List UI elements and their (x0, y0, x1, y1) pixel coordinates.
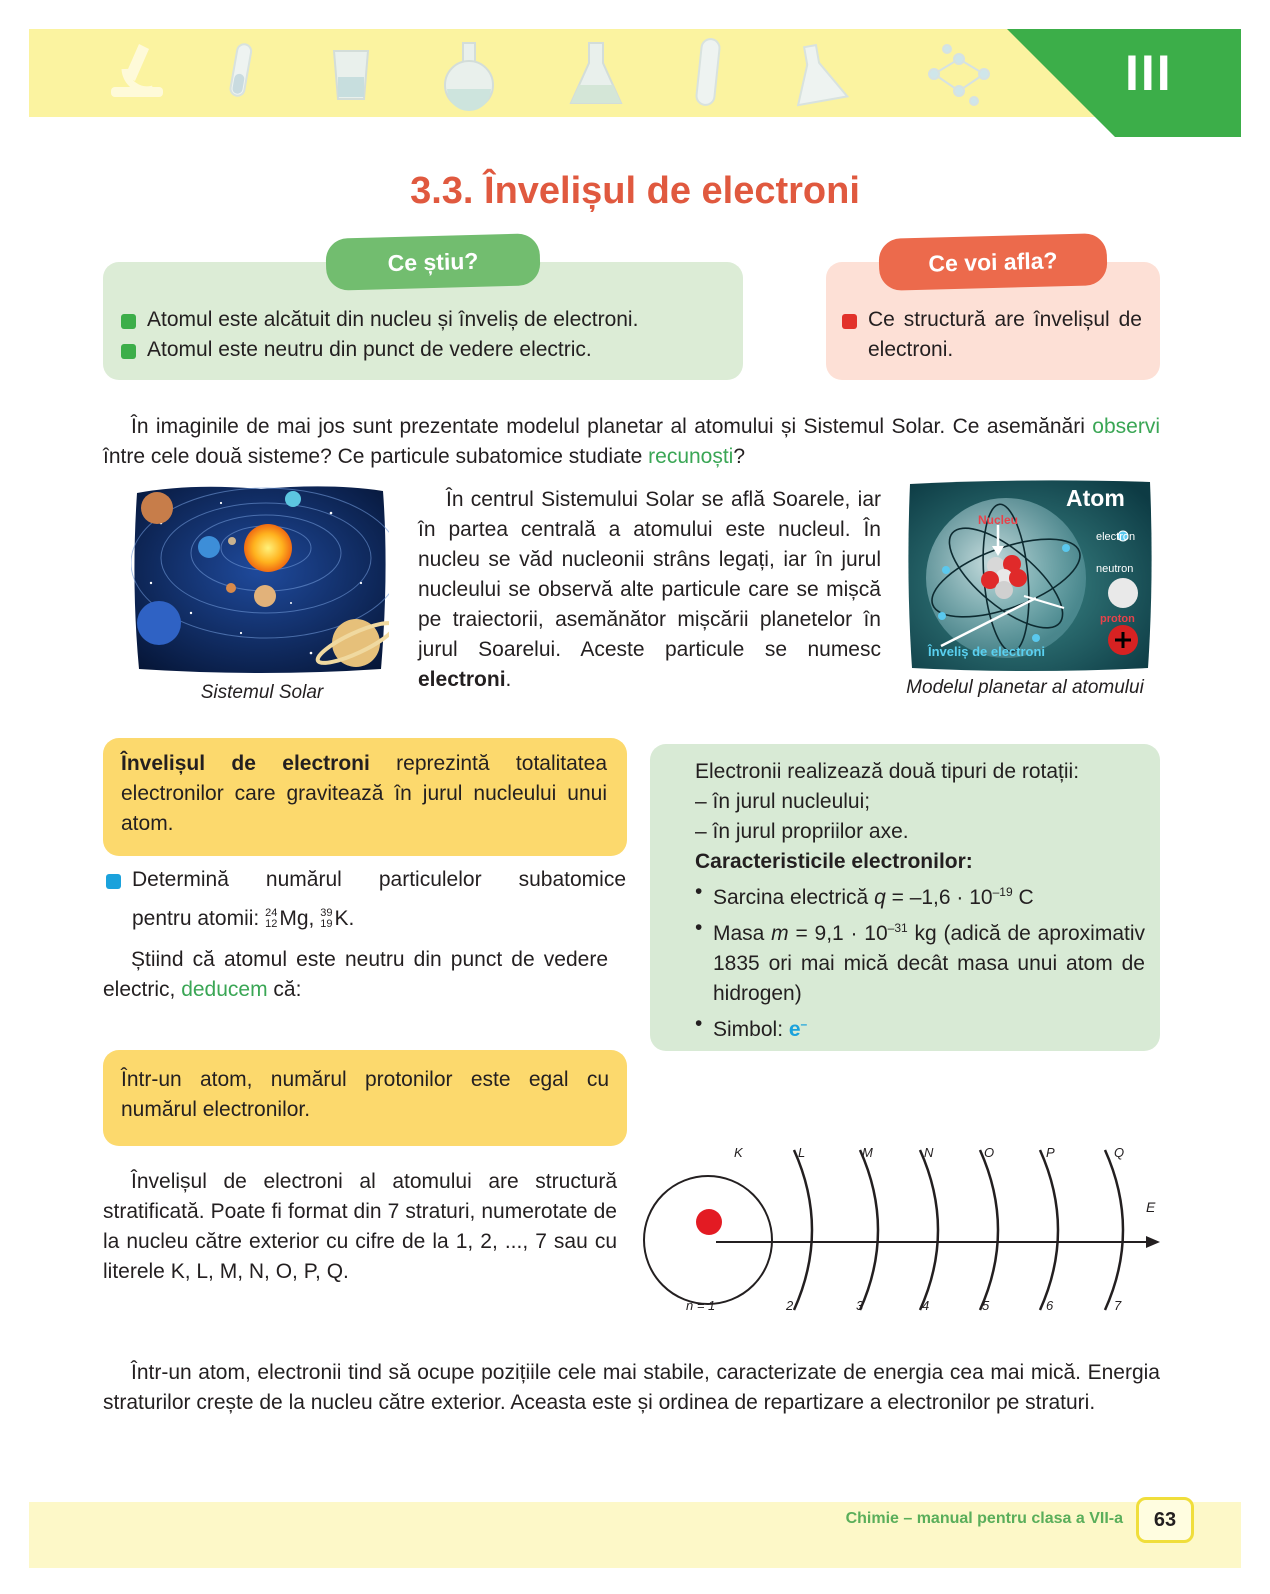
shell-arc (980, 1150, 998, 1310)
deduce-paragraph: Știind că atomul este neutru din punct de vedere electric, deducem că: (103, 948, 608, 1001)
molecule-icon (929, 45, 989, 105)
learn-heading: Ce voi afla? (878, 233, 1107, 291)
shell-letter-label: O (984, 1145, 995, 1160)
shell-number-label: 2 (786, 1298, 794, 1313)
neutron-label: neutron (1096, 563, 1134, 575)
energy-arrow (1146, 1236, 1160, 1248)
lab-icons-strip (29, 29, 1029, 117)
shell-arc (1105, 1150, 1123, 1310)
erlenmeyer-flask-icon (571, 43, 621, 103)
shell-k-circle (644, 1176, 772, 1304)
learn-item: Ce structură are învelișul de electroni. (868, 308, 1142, 361)
axis-label-e: E (1146, 1199, 1156, 1215)
rotation-intro: Electronii realizează două tipuri de rotații: (695, 760, 1080, 783)
shell-number-label: 4 (922, 1298, 930, 1313)
atom-title: Atom (1066, 485, 1125, 511)
task-line1: Determină numărul particulelor subatomice (132, 868, 626, 891)
shell-letter-label: M (862, 1145, 873, 1160)
beaker-icon (334, 51, 368, 99)
round-flask-icon (445, 43, 493, 111)
page-title: 3.3. Învelișul de electroni (410, 170, 860, 212)
electrons-content (695, 757, 1145, 1045)
nucleus-dot (696, 1209, 722, 1235)
conical-flask-icon (788, 41, 847, 105)
rotation-item: – în jurul nucleului; (695, 790, 871, 813)
shell-letter-label: P (1046, 1145, 1055, 1160)
shell-arc (1040, 1150, 1058, 1310)
thermometer-icon (696, 38, 721, 106)
bullet-green (121, 344, 136, 359)
chapter-tab (1007, 29, 1241, 137)
proton-label: proton (1100, 613, 1135, 625)
shell-number-label: 6 (1046, 1298, 1054, 1313)
solar-atom-paragraph: În centrul Sistemului Solar se află Soarele, iar în partea centrală a atomului este nucleul. În nucleu se văd nucleonii strâns legați, iar în jurul nucleului se observă alte particule care se mișcă pe traiectorii, asemănător mișcării planetelor în jurul Soarelui. Aceste particule se numesc electroni. (418, 488, 881, 691)
solar-caption: Sistemul Solar (200, 682, 324, 703)
shell-letter-label: L (798, 1145, 806, 1160)
mass-item: • Masa $m = 9,1 \cdot 10^{-31}$ kg (adică de aproximativ 1835 ori mai mică decât masa unui atom de hidrogen) (695, 916, 1145, 1005)
know-item: Atomul este alcătuit din nucleu și înveliș de electroni. (147, 308, 639, 331)
task-line2: pentru atomii: 24 12Mg, 39 19K. (132, 907, 355, 931)
shell-label: Înveliș de electroni (928, 644, 1046, 659)
know-item: Atomul este neutru din punct de vedere electric. (147, 338, 592, 361)
know-heading: Ce știu? (325, 233, 540, 291)
k-notation: 39 19 (320, 907, 333, 931)
intro-paragraph: În imaginile de mai jos sunt prezentate modelul planetar al atomului și Sistemul Solar. Ce asemănări observi între cele două sisteme? Ce particule subatomice studiate recunoști? (103, 415, 1160, 468)
definition-text: Învelișul de electroni reprezintă totalitatea electronilor care gravitează în jurul nucleului unui atom. (121, 752, 607, 835)
symbol-item: • Simbol: e– (695, 1012, 808, 1041)
page-number: 63 (1136, 1497, 1194, 1543)
shell-letter-label: K (734, 1145, 743, 1160)
bullet-green (121, 314, 136, 329)
shell-arc (920, 1150, 938, 1310)
electron-label: electron (1096, 531, 1136, 543)
charge-item: • Sarcina electrică $q = -1,6 \cdot 10^{-19}$ C (695, 880, 1034, 909)
mg-notation: 24 12 (265, 907, 278, 931)
bullet-blue (106, 874, 121, 889)
characteristics-heading: Caracteristicile electronilor: (695, 850, 973, 873)
chapter-number: III (1125, 45, 1173, 101)
nucleus-label: Nucleu (978, 513, 1019, 527)
shell-number-label: 7 (1114, 1298, 1122, 1313)
rotation-item: – în jurul propriilor axe. (695, 820, 909, 843)
shell-number-label: n = 1 (686, 1298, 716, 1313)
shell-arc (794, 1150, 812, 1310)
highlight-word: recunoști (648, 445, 734, 468)
atom-caption: Modelul planetar al atomului (906, 677, 1144, 698)
footer-book-title: Chimie – manual pentru clasa a VII-a (845, 1510, 1123, 1527)
shell-arc (860, 1150, 878, 1310)
shell-letter-label: N (924, 1145, 934, 1160)
atom-model-image (906, 478, 1154, 672)
test-tube-icon (229, 43, 252, 97)
rule-text: Într-un atom, numărul protonilor este egal cu numărul electronilor. (121, 1068, 609, 1121)
shell-letter-label: Q (1114, 1145, 1125, 1160)
layers-paragraph: Învelișul de electroni al atomului are structură stratificată. Poate fi format din 7 straturi, numerotate de la nucleu către exterior cu cifre de la 1, 2, ..., 7 sau cu literele K, L, M, N, O, P, Q. (103, 1170, 617, 1283)
shell-number-label: 5 (982, 1298, 990, 1313)
microscope-icon (111, 44, 163, 97)
closing-paragraph: Într-un atom, electronii tind să ocupe pozițiile cele mai stabile, caracterizate de energia cea mai mică. Energia straturilor crește de la nucleu către exterior. Aceasta este și ordinea de repartizare a electronilor pe straturi. (103, 1361, 1160, 1414)
solar-system-image (131, 483, 389, 675)
shell-diagram (636, 1138, 1166, 1318)
highlight-word: deducem (181, 978, 268, 1001)
highlight-word: observi (1092, 415, 1160, 438)
bullet-red (842, 314, 857, 329)
shell-number-label: 3 (856, 1298, 864, 1313)
